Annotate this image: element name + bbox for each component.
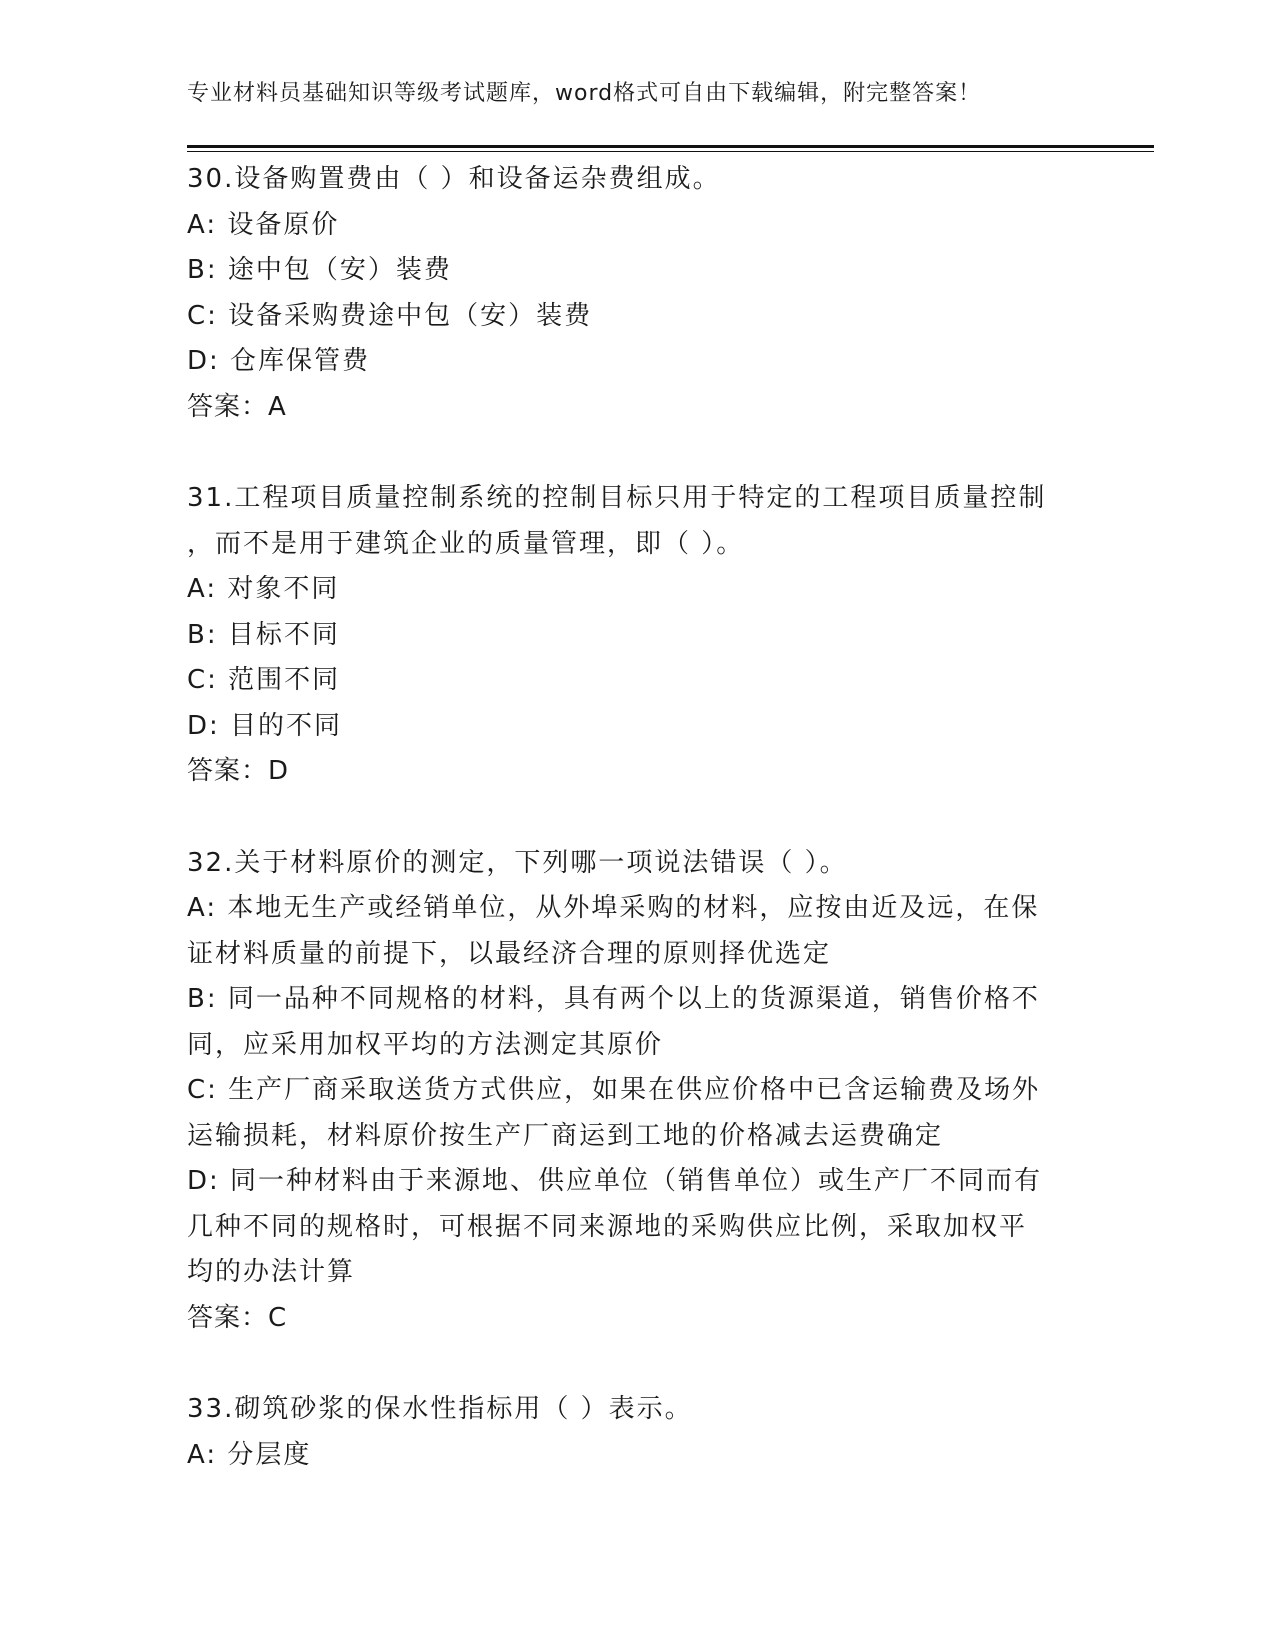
option-line: A: 本地无生产或经销单位，从外埠采购的材料，应按由近及远，在保 xyxy=(187,893,1040,923)
option-line: A: 对象不同 xyxy=(187,574,340,604)
question-block xyxy=(187,476,1087,795)
option-line: B: 同一品种不同规格的材料，具有两个以上的货源渠道，销售价格不 xyxy=(187,984,1040,1014)
question-list xyxy=(187,157,1087,1478)
question-stem-line: 33.砌筑砂浆的保水性指标用（ ）表示。 xyxy=(187,1394,693,1424)
option-line: B: 途中包（安）装费 xyxy=(187,255,452,285)
option-line: D: 同一种材料由于来源地、供应单位（销售单位）或生产厂不同而有 xyxy=(187,1166,1043,1196)
option-line: C: 范围不同 xyxy=(187,665,341,695)
option-line: 运输损耗，材料原价按生产厂商运到工地的价格减去运费确定 xyxy=(187,1120,944,1151)
option-line: 均的办法计算 xyxy=(187,1257,356,1287)
option-line: 证材料质量的前提下，以最经济合理的原则择优选定 xyxy=(187,938,832,969)
option-line: D: 仓库保管费 xyxy=(187,346,371,376)
page-header-title: 专业材料员基础知识等级考试题库，word格式可自由下载编辑，附完整答案！ xyxy=(187,81,982,106)
question-stem-line: ，而不是用于建筑企业的质量管理，即（ ）。 xyxy=(187,528,745,559)
answer-line: 答案：C xyxy=(187,1302,288,1333)
answer-line: 答案：A xyxy=(187,391,287,422)
question-block xyxy=(187,157,1087,430)
question-stem-line: 31.工程项目质量控制系统的控制目标只用于特定的工程项目质量控制 xyxy=(187,483,1047,513)
header-rule-thick xyxy=(187,145,1154,148)
option-line: D: 目的不同 xyxy=(187,710,343,741)
answer-line: 答案：D xyxy=(187,756,290,786)
option-line: C: 设备采购费途中包（安）装费 xyxy=(187,300,593,331)
question-block xyxy=(187,1387,1087,1478)
option-line: 几种不同的规格时，可根据不同来源地的采购供应比例，采取加权平 xyxy=(187,1211,1028,1242)
header-rule-thin xyxy=(187,151,1154,152)
question-block xyxy=(187,841,1087,1342)
option-line: A: 设备原价 xyxy=(187,209,340,240)
option-line: C: 生产厂商采取送货方式供应，如果在供应价格中已含运输费及场外 xyxy=(187,1075,1041,1105)
option-line: B: 目标不同 xyxy=(187,619,340,650)
option-line: A: 分层度 xyxy=(187,1439,312,1470)
question-stem-line: 30.设备购置费由（ ）和设备运杂费组成。 xyxy=(187,164,721,194)
question-stem-line: 32.关于材料原价的测定，下列哪一项说法错误（ ）。 xyxy=(187,847,848,878)
option-line: 同，应采用加权平均的方法测定其原价 xyxy=(187,1029,664,1060)
